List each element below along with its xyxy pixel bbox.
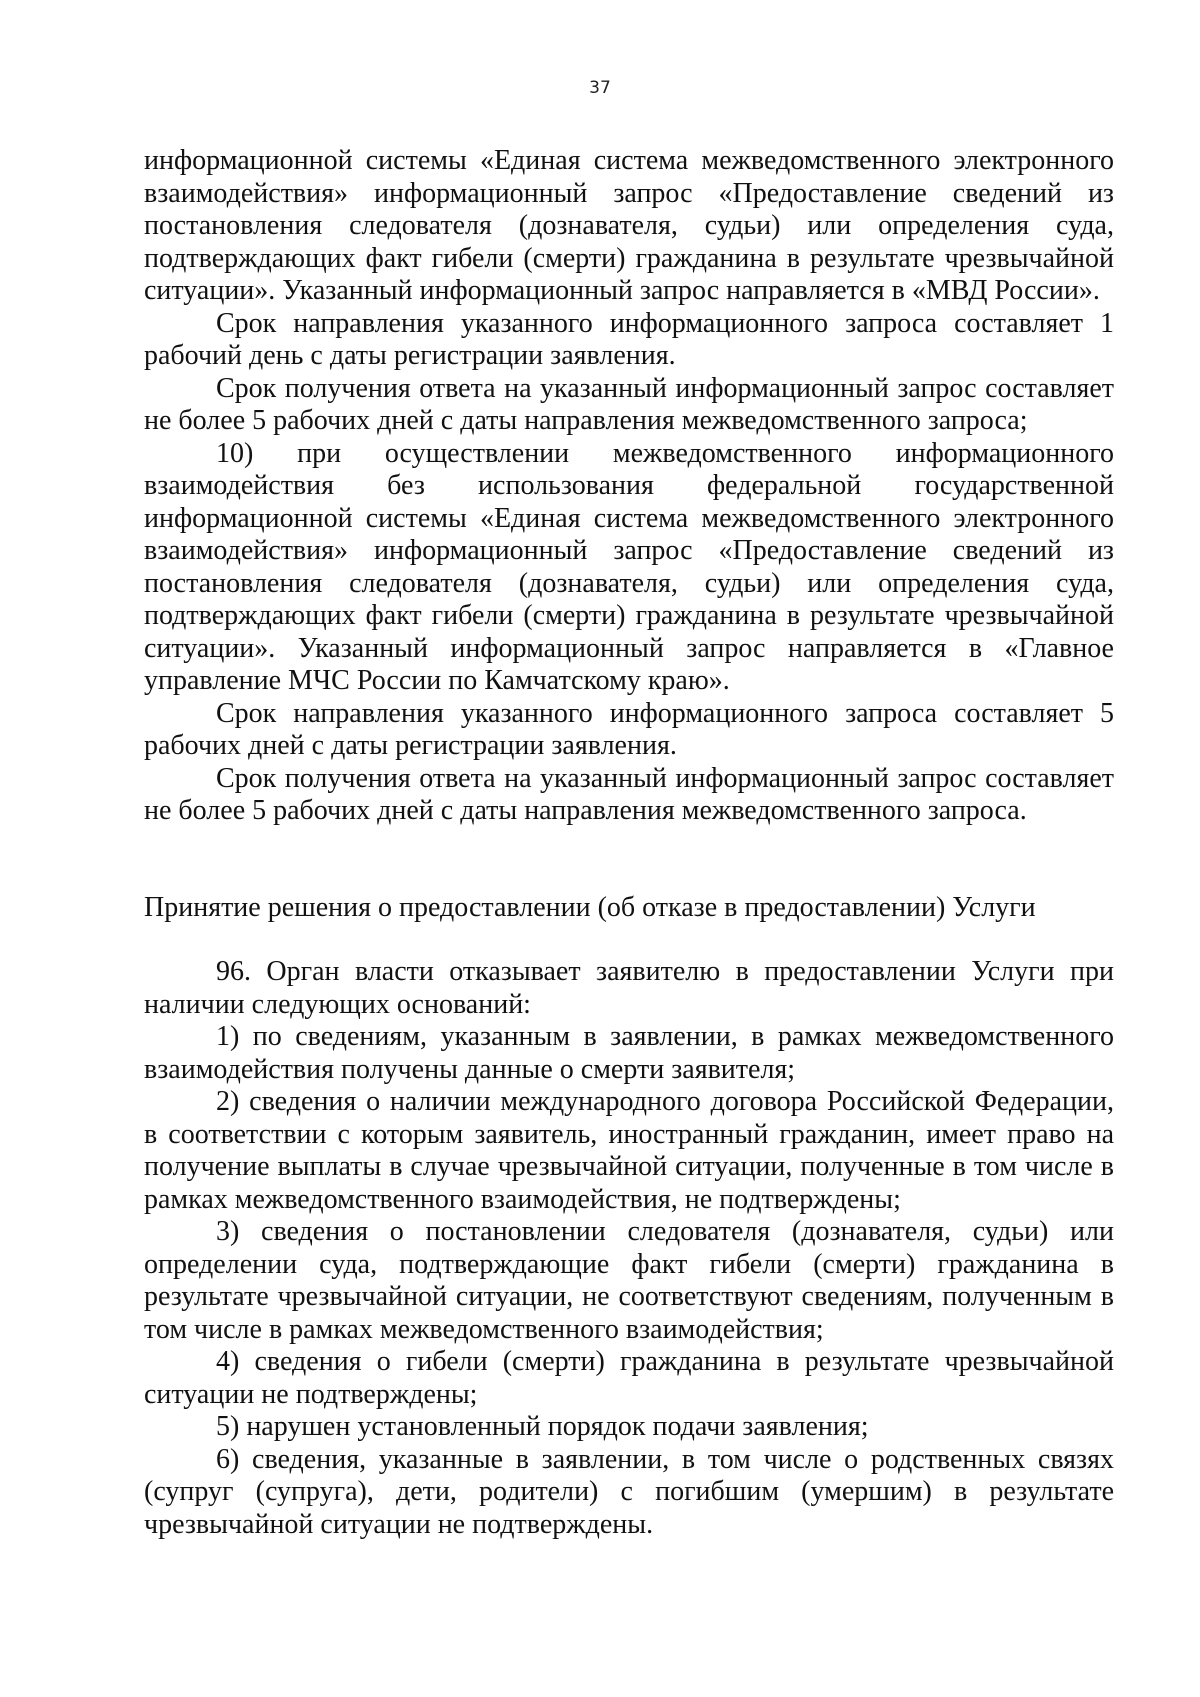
list-item-4: 4) сведения о гибели (смерти) гражданина в результате чрезвычайной ситуации не подтверждены; [144,1346,1114,1410]
paragraph: Срок получения ответа на указанный информационный запрос составляет не более 5 рабочих дней с даты направления межведомственного запроса. [144,762,1114,826]
list-item-6: 6) сведения, указанные в заявлении, в том числе о родственных связях (супруг (супруга), дети, родители) с погибшим (умершим) в результате чрезвычайной ситуации не подтверждены. [144,1443,1114,1540]
list-item-5: 5) нарушен установленный порядок подачи заявления; [216,1411,869,1442]
list-item-2: 2) сведения о наличии международного договора Российской Федерации, в соответствии с которым заявитель, иностранный гражданин, имеет право на получение выплаты в случае чрезвычайной ситуации, полученные в том числе в рамках межведомственного взаимодействия, не подтверждены; [144,1086,1114,1215]
paragraph-continued: информационной системы «Единая система межведомственного электронного взаимодействия» информационный запрос «Предоставление сведений из постановления следователя (дознавателя, судьи) или определения суда, подтверждающих факт гибели (смерти) гражданина в результате чрезвычайной ситуации». Указанный информационный запрос направляется в «МВД России». [144,145,1114,306]
page-number: 37 [589,78,611,98]
document-body [144,145,1114,1541]
list-item-3: 3) сведения о постановлении следователя (дознавателя, судьи) или определении суда, подтверждающие факт гибели (смерти) гражданина в результате чрезвычайной ситуации, не соответствуют сведениям, полученным в том числе в рамках межведомственного взаимодействия; [144,1216,1114,1345]
paragraph: Срок получения ответа на указанный информационный запрос составляет не более 5 рабочих дней с даты направления межведомственного запроса; [144,372,1114,436]
list-item-1: 1) по сведениям, указанным в заявлении, в рамках межведомственного взаимодействия получены данные о смерти заявителя; [144,1021,1114,1085]
section-heading: Принятие решения о предоставлении (об отказе в предоставлении) Услуги [144,891,1036,923]
list-item-10: 10) при осуществлении межведомственного информационного взаимодействия без использования федеральной государственной информационной системы «Единая система межведомственного электронного взаимодействия» информационный запрос «Предоставление сведений из постановления следователя (дознавателя, судьи) или определения суда, подтверждающих факт гибели (смерти) гражданина в результате чрезвычайной ситуации». Указанный информационный запрос направляется в «Главное управление МЧС России по Камчатскому краю». [144,437,1114,696]
clause-96: 96. Орган власти отказывает заявителю в предоставлении Услуги при наличии следующих оснований: [144,956,1114,1020]
paragraph: Срок направления указанного информационного запроса составляет 1 рабочий день с даты регистрации заявления. [144,307,1114,371]
paragraph: Срок направления указанного информационного запроса составляет 5 рабочих дней с даты регистрации заявления. [144,697,1114,761]
